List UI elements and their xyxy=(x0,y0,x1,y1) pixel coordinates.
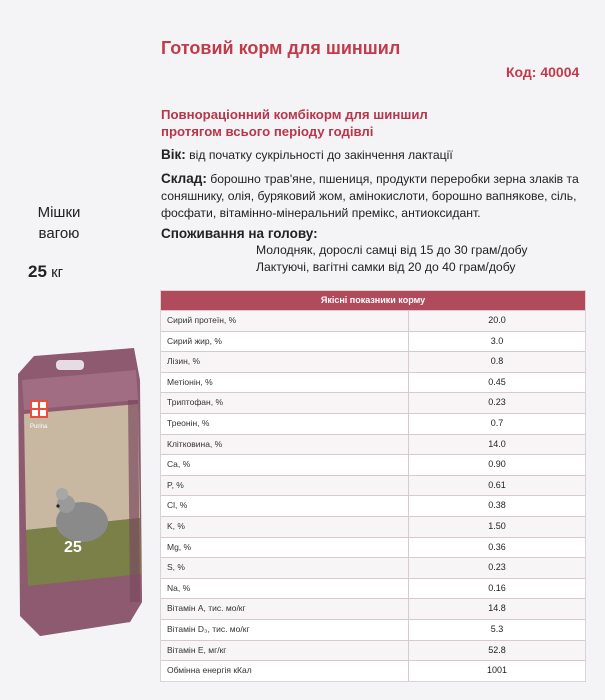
consumption-young: Молодняк, дорослі самці від 15 до 30 грам/добу xyxy=(256,243,528,257)
table-row xyxy=(161,310,585,331)
composition-line xyxy=(161,170,591,222)
composition-text: борошно трав'яне, пшениця, продукти переробки зерна злаків та соняшнику, олія, буряковий жом, амінокислоти, борошно вапнякове, сіль, фосфати, вітамінно-мінеральний премікс, антиоксидант. xyxy=(161,172,579,220)
row-value: 0.45 xyxy=(488,376,506,387)
consumption-heading: Споживання на голову: xyxy=(161,226,318,241)
bags-label xyxy=(24,202,94,244)
row-value: 20.0 xyxy=(488,315,506,325)
table-row xyxy=(161,392,585,413)
row-value: 0.16 xyxy=(488,582,506,593)
table-row xyxy=(161,372,585,393)
product-code: Код: 40004 xyxy=(506,64,580,80)
table-row xyxy=(161,351,585,372)
table-row xyxy=(161,640,585,661)
row-name: Обмінна енергія кКал xyxy=(161,661,409,681)
age-label: Вік: xyxy=(161,147,186,162)
row-value: 0.23 xyxy=(488,397,506,408)
table-row xyxy=(161,557,585,578)
row-name: S, % xyxy=(161,558,409,578)
row-name: Cl, % xyxy=(161,496,409,516)
row-name: K, % xyxy=(161,517,409,537)
age-line xyxy=(161,146,453,164)
row-value: 0.38 xyxy=(488,500,506,511)
row-name: Ca, % xyxy=(161,455,409,475)
table-body xyxy=(161,310,585,681)
row-name: Сирий протеїн, % xyxy=(161,311,409,331)
row-value: 3.0 xyxy=(490,335,504,346)
row-value: 5.3 xyxy=(490,623,504,634)
table-row xyxy=(161,660,585,681)
table-title: Якісні показники корму xyxy=(161,291,585,310)
bags-line-2: вагою xyxy=(38,225,80,242)
row-value: 52.8 xyxy=(488,644,506,655)
product-subtitle: Повнораціонний комбікорм для шиншил протягом всього періоду годівлі xyxy=(161,107,428,139)
row-name: P, % xyxy=(161,476,409,496)
row-name: Лізин, % xyxy=(161,352,409,372)
table-row xyxy=(161,578,585,599)
table-row xyxy=(161,475,585,496)
row-name: Триптофан, % xyxy=(161,393,409,413)
table-row xyxy=(161,331,585,352)
row-name: Вітамін A, тис. мо/кг xyxy=(161,599,409,619)
table-row xyxy=(161,619,585,640)
row-value: 0.8 xyxy=(490,356,504,367)
row-value: 0.61 xyxy=(488,479,506,490)
feed-bag-image xyxy=(12,340,144,640)
weight-unit: кг xyxy=(51,264,64,281)
row-name: Треонін, % xyxy=(161,414,409,434)
table-row xyxy=(161,413,585,434)
quality-table xyxy=(160,290,586,682)
table-row xyxy=(161,434,585,455)
row-value: 0.90 xyxy=(488,459,506,470)
table-row xyxy=(161,495,585,516)
row-name: Mg, % xyxy=(161,538,409,558)
bag-weight xyxy=(28,262,63,282)
bag-brand: Purina xyxy=(30,424,48,430)
row-value: 1001 xyxy=(486,665,508,676)
table-row xyxy=(161,516,585,537)
page-title: Готовий корм для шиншил xyxy=(161,38,401,58)
row-name: Вітамін D₃, тис. мо/кг xyxy=(161,620,409,640)
row-name: Сирий жир, % xyxy=(161,332,409,352)
row-value: 0.36 xyxy=(488,541,506,552)
composition-label: Склад: xyxy=(161,171,207,186)
bags-line-1: Мішки xyxy=(37,204,81,221)
row-value: 1.50 xyxy=(488,520,506,531)
row-name: Вітамін E, мг/кг xyxy=(161,641,409,661)
row-value: 14.0 xyxy=(488,438,506,449)
table-row xyxy=(161,598,585,619)
bag-number: 25 xyxy=(64,539,82,556)
row-value: 14.8 xyxy=(488,603,506,614)
age-text: від початку сукрільності до закінчення лактації xyxy=(185,148,453,162)
row-name: Клітковина, % xyxy=(161,435,409,455)
row-value: 0.7 xyxy=(490,417,504,428)
weight-value: 25 xyxy=(28,262,47,281)
table-row xyxy=(161,454,585,475)
row-value: 0.23 xyxy=(488,562,506,573)
table-row xyxy=(161,537,585,558)
row-name: Метіонін, % xyxy=(161,373,409,393)
row-name: Na, % xyxy=(161,579,409,599)
consumption-lactating: Лактуючі, вагітні самки від 20 до 40 грам/добу xyxy=(256,260,516,274)
